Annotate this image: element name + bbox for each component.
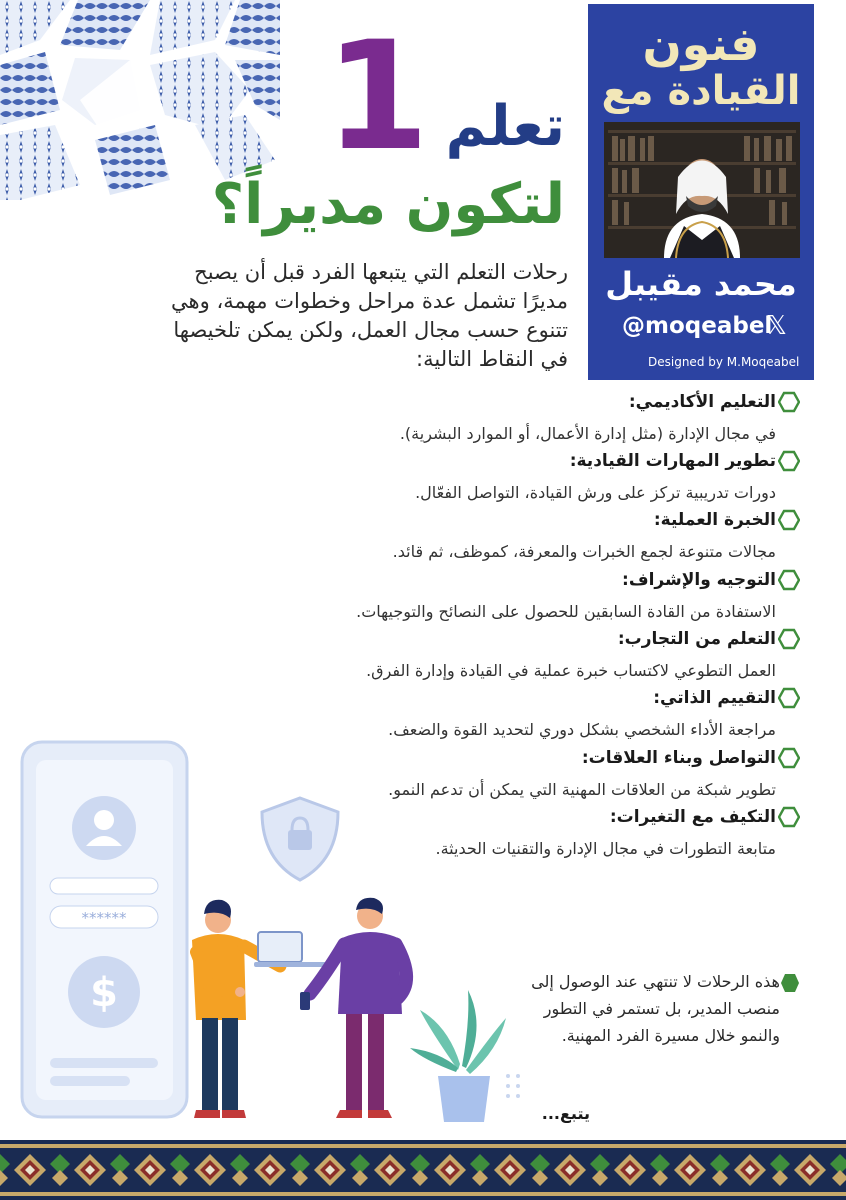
ornamental-border (0, 1140, 846, 1200)
list-item (136, 508, 776, 564)
hexagon-bullet-icon (778, 747, 800, 769)
list-item-title: التعلم من التجارب: (617, 629, 776, 649)
author-handle[interactable]: @moqeabel (622, 313, 773, 339)
list-item-title: تطوير المهارات القيادية: (569, 451, 776, 471)
list-item-title: التوجيه والإشراف: (622, 570, 776, 590)
hexagon-bullet-icon (778, 509, 800, 531)
hexagon-bullet-icon (778, 628, 800, 650)
list-item-title: التقييم الذاتي: (653, 688, 776, 708)
title-line-1: تعلم (445, 94, 565, 159)
list-item-description: مجالات متنوعة لجمع الخبرات والمعرفة، كموظف، ثم قائد. (392, 542, 776, 561)
hexagon-filled-bullet-icon (780, 973, 800, 993)
hexagon-bullet-icon (778, 806, 800, 828)
hexagon-bullet-icon (778, 391, 800, 413)
hexagon-bullet-icon (778, 687, 800, 709)
intro-paragraph: رحلات التعلم التي يتبعها الفرد قبل أن يصبح مديرًا تشمل عدة مراحل وخطوات مهمة، وهي تتنوع حسب مجال العمل، ولكن يمكن تلخيصها في النقاط التالية: (171, 260, 568, 371)
list-item (136, 449, 776, 505)
list-item-title: التكيف مع التغيرات: (609, 807, 776, 827)
x-logo-icon: 𝕏 (766, 311, 787, 341)
design-credit: Designed by M.Moqeabel (648, 355, 800, 369)
author-photo (604, 122, 800, 258)
author-name: محمد مقيبل (605, 265, 797, 303)
list-item (136, 390, 776, 446)
panel-logo-line-2: القيادة مع (601, 68, 801, 114)
list-item-description: دورات تدريبية تركز على ورش القيادة، التواصل الفعّال. (415, 483, 776, 502)
list-item-description: تطوير شبكة من العلاقات المهنية التي يمكن أن تدعم النمو. (388, 780, 776, 799)
author-panel (588, 4, 814, 380)
person-with-phone (300, 898, 407, 1118)
currency-symbol: $ (90, 970, 118, 1016)
hexagon-bullet-icon (778, 569, 800, 591)
list-item-description: مراجعة الأداء الشخصي بشكل دوري لتحديد القوة والضعف. (388, 720, 776, 739)
list-item (136, 627, 776, 683)
panel-logo-line-1: فنون (642, 17, 760, 71)
closing-paragraph: هذه الرحلات لا تنتهي عند الوصول إلى منصب المدير، بل تستمر في التطور والنمو خلال مسيرة الفرد المهنية. (531, 972, 780, 1045)
phone-graphic (22, 742, 187, 1117)
list-item-description: الاستفادة من القادة السابقين للحصول على النصائح والتوجيهات. (356, 602, 776, 621)
to-be-continued-label: يتبع... (541, 1104, 590, 1123)
title-line-2: لتكون مديراً؟ (211, 172, 565, 237)
hexagon-bullet-icon (778, 450, 800, 472)
list-item-description: العمل التطوعي لاكتساب خبرة عملية في القيادة وإدارة الفرق. (366, 661, 776, 680)
list-item-description: متابعة التطورات في مجال الإدارة والتقنيات الحديثة. (435, 839, 776, 858)
list-item-title: التعليم الأكاديمي: (628, 392, 776, 412)
title-number: 1 (325, 10, 430, 184)
password-mask: ****** (81, 909, 127, 927)
potted-plant (410, 990, 506, 1122)
people-security-illustration (0, 730, 520, 1140)
list-item-title: الخبرة العملية: (653, 510, 776, 530)
list-item (136, 568, 776, 624)
list-item-description: في مجال الإدارة (مثل إدارة الأعمال، أو الموارد البشرية). (399, 424, 776, 443)
list-item-title: التواصل وبناء العلاقات: (581, 748, 776, 768)
